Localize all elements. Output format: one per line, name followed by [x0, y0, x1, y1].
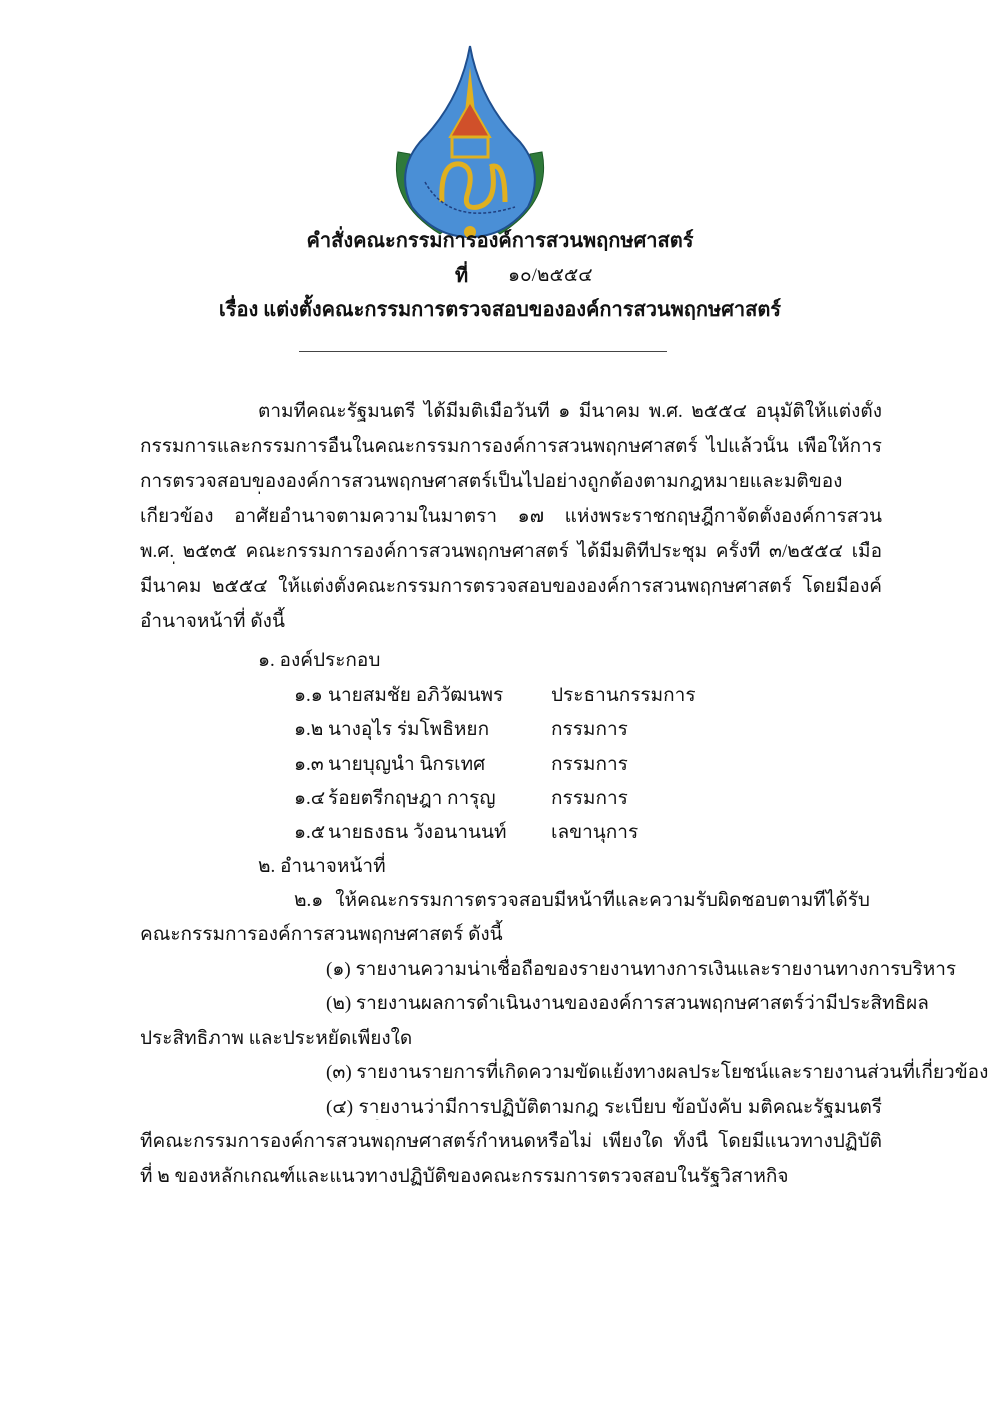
order-number: ๑๐/๒๕๕๔ — [508, 265, 593, 286]
member-role: กรรมการ — [551, 788, 628, 809]
paragraph-line: มีนาคม ๒๕๕๔ ให้แต่งตั้งคณะกรรมการตรวจสอบขององค์การสวนพฤกษศาสตร์ โดยมีองค์ — [140, 576, 882, 597]
member-no: ๑.๒ — [294, 719, 324, 740]
order-subject: เรื่อง แต่งตั้งคณะกรรมการตรวจสอบขององค์การสวนพฤกษศาสตร์ — [218, 299, 782, 321]
paragraph-line: กรรมการและกรรมการอื่นในคณะกรรมการองค์การสวนพฤกษศาสตร์ ไปแล้วนั้น เพื่อให้การ — [140, 436, 882, 457]
paragraph-line: พ.ศ. ๒๕๓๕ คณะกรรมการองค์การสวนพฤกษศาสตร์ ได้มีมติที่ประชุม ครั้งที่ ๓/๒๕๕๔ เมื่อ — [140, 541, 882, 562]
paragraph-line: การตรวจสอบขององค์การสวนพฤกษศาสตร์เป็นไปอย่างถูกต้องตามกฎหมายและมติของ — [140, 471, 843, 492]
order-number-label: ที่ — [455, 265, 469, 287]
duty-line: ประสิทธิภาพ และประหยัดเพียงใด — [140, 1028, 413, 1049]
duty-line: (๒) รายงานผลการดำเนินงานขององค์การสวนพฤกษศาสตร์ว่ามีประสิทธิผล — [326, 993, 929, 1014]
member-name: นายธงธน วังอนานนท์ — [328, 822, 507, 843]
organization-seal-logo — [380, 42, 560, 242]
member-name: ร้อยตรีกฤษฎา การุญ — [328, 788, 496, 809]
duty-line: (๓) รายงานรายการที่เกิดความขัดแย้งทางผลประโยชน์และรายงานส่วนที่เกี่ยวข้อง — [326, 1062, 989, 1083]
member-role: กรรมการ — [551, 754, 628, 775]
section-composition-heading: ๑. องค์ประกอบ — [258, 650, 381, 671]
member-role: ประธานกรรมการ — [551, 685, 696, 706]
member-no: ๑.๕ — [294, 822, 326, 843]
duty-line: (๑) รายงานความน่าเชื่อถือของรายงานทางการเงินและรายงานทางการบริหาร — [326, 959, 957, 980]
divider — [299, 351, 667, 352]
duty-line: ที่ ๒ ของหลักเกณฑ์และแนวทางปฏิบัติของคณะกรรมการตรวจสอบในรัฐวิสาหกิจ — [140, 1166, 789, 1187]
duty-line: ที่คณะกรรมการองค์การสวนพฤกษศาสตร์กำหนดหรือไม่ เพียงใด ทั้งนี้ โดยมีแนวทางปฏิบัติ — [140, 1131, 882, 1152]
member-name: นายบุญนำ นิกรเทศ — [328, 754, 486, 775]
member-no: ๑.๑ — [294, 685, 323, 706]
member-role: เลขานุการ — [551, 822, 639, 843]
paragraph-line: เกี่ยวข้อง อาศัยอำนาจตามความในมาตรา ๑๗ แห่งพระราชกฤษฎีกาจัดตั้งองค์การสวน — [140, 506, 882, 527]
duty-line: (๔) รายงานว่ามีการปฏิบัติตามกฎ ระเบียบ ข้อบังคับ มติคณะรัฐมนตรี — [326, 1097, 882, 1118]
member-name: นางอุไร ร่มโพธิหยก — [328, 719, 490, 740]
member-role: กรรมการ — [551, 719, 628, 740]
member-no: ๑.๔ — [294, 788, 326, 809]
duty-line: ๒.๑ ให้คณะกรรมการตรวจสอบมีหน้าที่และความรับผิดชอบตามที่ได้รับ — [294, 890, 870, 911]
paragraph-line: ตามที่คณะรัฐมนตรี ได้มีมติเมื่อวันที่ ๑ มีนาคม พ.ศ. ๒๕๕๔ อนุมัติให้แต่งตั้ง — [258, 401, 882, 422]
section-duties-heading: ๒. อำนาจหน้าที่ — [258, 856, 386, 877]
duty-line: คณะกรรมการองค์การสวนพฤกษศาสตร์ ดังนี้ — [140, 924, 503, 945]
member-name: นายสมชัย อภิวัฒนพร — [328, 685, 504, 706]
member-no: ๑.๓ — [294, 754, 324, 775]
paragraph-line: อำนาจหน้าที่ ดังนี้ — [140, 611, 285, 632]
order-title: คำสั่งคณะกรรมการองค์การสวนพฤกษศาสตร์ — [306, 230, 694, 252]
